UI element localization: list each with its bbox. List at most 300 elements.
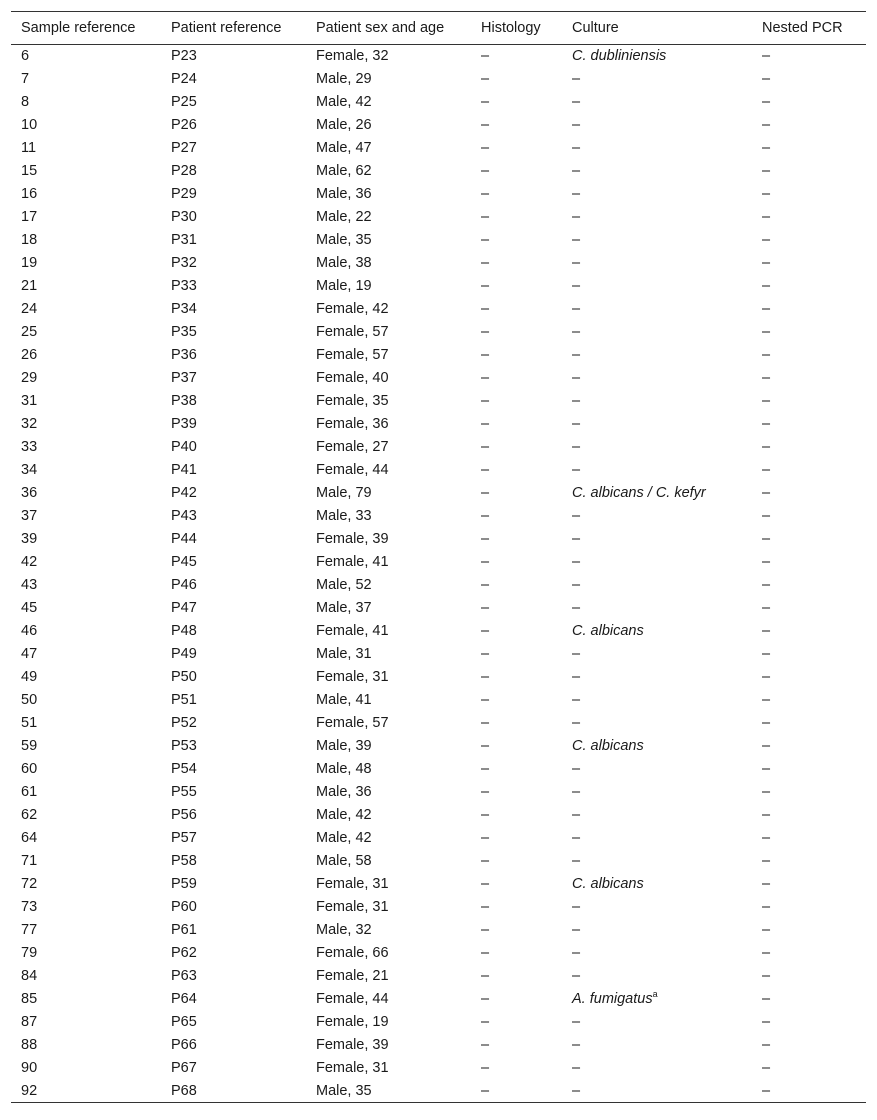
table-row	[11, 896, 866, 919]
cell-patient-reference: P67	[171, 1060, 197, 1076]
cell-patient-reference: P36	[171, 347, 197, 363]
cell-culture	[562, 597, 752, 620]
cell-culture	[562, 459, 752, 482]
cell-nested-pcr: –	[762, 1014, 771, 1030]
cell-histology: –	[481, 48, 490, 65]
cell-histology: –	[481, 968, 490, 984]
cell-histology: –	[481, 830, 490, 846]
table-row	[11, 505, 866, 528]
cell-nested-pcr: –	[752, 1080, 866, 1103]
cell-sample-reference: 10	[21, 117, 38, 133]
cell-patient-reference: P52	[171, 715, 197, 731]
cell-patient-reference: P63	[171, 968, 197, 984]
cell-patient-sex-age: Male, 52	[316, 577, 372, 593]
cell-culture	[562, 436, 752, 459]
cell-patient-reference: P56	[171, 807, 197, 823]
cell-sample-reference: 85	[21, 991, 38, 1007]
cell-histology: –	[481, 853, 490, 869]
culture-text: –	[572, 301, 581, 317]
culture-text: –	[572, 278, 581, 294]
cell-sample-reference: 31	[21, 393, 38, 409]
cell-patient-sex-age: Male, 35	[306, 1080, 471, 1103]
culture-text: –	[572, 462, 581, 478]
cell-sample-reference: 64	[21, 830, 38, 846]
cell-histology: –	[481, 623, 490, 639]
cell-patient-reference: P24	[171, 71, 197, 87]
cell-sample-reference: 59	[21, 738, 38, 754]
cell-sample-reference: 26	[21, 347, 38, 363]
cell-culture	[562, 620, 752, 643]
cell-nested-pcr: –	[762, 117, 771, 133]
cell-culture	[562, 1080, 752, 1103]
culture-text: –	[572, 922, 581, 938]
culture-text: –	[572, 554, 581, 570]
cell-histology: –	[481, 508, 490, 524]
cell-patient-reference: P32	[171, 255, 197, 271]
cell-sample-reference: 33	[21, 439, 38, 455]
cell-nested-pcr: –	[762, 462, 771, 478]
cell-patient-reference: P46	[171, 577, 197, 593]
cell-patient-reference: P29	[171, 186, 197, 202]
cell-sample-reference: 18	[21, 232, 38, 248]
table-row	[11, 229, 866, 252]
culture-text: –	[572, 140, 581, 156]
culture-text: –	[572, 94, 581, 110]
table-row	[11, 183, 866, 206]
cell-patient-reference: P60	[171, 899, 197, 915]
cell-sample-reference: 61	[21, 784, 38, 800]
table-row	[11, 459, 866, 482]
cell-sample-reference: 43	[21, 577, 38, 593]
cell-patient-sex-age: Female, 32	[316, 48, 389, 65]
cell-histology: –	[481, 669, 490, 685]
cell-culture	[562, 505, 752, 528]
cell-patient-reference: P57	[171, 830, 197, 846]
cell-nested-pcr: –	[762, 324, 771, 340]
cell-patient-reference: P30	[171, 209, 197, 225]
cell-patient-sex-age: Female, 39	[316, 531, 389, 547]
cell-patient-reference: P45	[171, 554, 197, 570]
cell-histology: –	[481, 324, 490, 340]
table-row	[11, 965, 866, 988]
table-row	[11, 850, 866, 873]
table-row	[11, 666, 866, 689]
cell-nested-pcr: –	[762, 692, 771, 708]
cell-nested-pcr: –	[762, 255, 771, 271]
cell-culture	[562, 344, 752, 367]
culture-text: –	[572, 968, 581, 984]
table-row	[11, 114, 866, 137]
cell-patient-sex-age: Male, 35	[316, 232, 372, 248]
cell-sample-reference: 51	[21, 715, 38, 731]
table-row	[11, 1034, 866, 1057]
cell-patient-sex-age: Male, 58	[316, 853, 372, 869]
table-row	[11, 574, 866, 597]
cell-sample-reference: 25	[21, 324, 38, 340]
header-row	[11, 12, 866, 45]
cell-culture	[562, 137, 752, 160]
footnote-marker: a	[652, 989, 658, 999]
results-table-container	[11, 11, 866, 1103]
cell-culture	[562, 68, 752, 91]
culture-text: –	[572, 1037, 581, 1053]
cell-culture	[562, 229, 752, 252]
cell-nested-pcr: –	[762, 416, 771, 432]
cell-sample-reference: 19	[21, 255, 38, 271]
culture-text: –	[572, 255, 581, 271]
table-row	[11, 344, 866, 367]
cell-patient-sex-age: Female, 35	[316, 393, 389, 409]
cell-culture	[562, 804, 752, 827]
cell-nested-pcr: –	[762, 439, 771, 455]
cell-sample-reference: 77	[21, 922, 38, 938]
cell-histology: –	[481, 370, 490, 386]
table-row	[11, 827, 866, 850]
cell-patient-reference: P41	[171, 462, 197, 478]
culture-text: –	[572, 600, 581, 616]
cell-culture	[562, 1057, 752, 1080]
table-row	[11, 689, 866, 712]
culture-text: –	[572, 393, 581, 409]
cell-patient-reference: P26	[171, 117, 197, 133]
table-row	[11, 252, 866, 275]
cell-sample-reference: 45	[21, 600, 38, 616]
cell-sample-reference: 72	[21, 876, 38, 892]
cell-sample-reference: 90	[21, 1060, 38, 1076]
culture-text: –	[572, 1082, 581, 1099]
cell-patient-reference: P47	[171, 600, 197, 616]
cell-histology: –	[481, 140, 490, 156]
cell-nested-pcr: –	[762, 140, 771, 156]
cell-nested-pcr: –	[762, 186, 771, 202]
cell-culture	[562, 1034, 752, 1057]
cell-patient-reference: P65	[171, 1014, 197, 1030]
culture-text: –	[572, 853, 581, 869]
culture-text: –	[572, 807, 581, 823]
cell-patient-sex-age: Male, 38	[316, 255, 372, 271]
cell-histology: –	[481, 738, 490, 754]
header-nested-pcr: Nested PCR	[752, 12, 866, 45]
cell-culture	[562, 45, 752, 68]
cell-culture	[562, 988, 752, 1011]
cell-sample-reference: 73	[21, 899, 38, 915]
cell-histology: –	[481, 945, 490, 961]
cell-patient-reference: P68	[161, 1080, 306, 1103]
cell-patient-sex-age: Female, 31	[316, 1060, 389, 1076]
cell-sample-reference: 84	[21, 968, 38, 984]
cell-patient-reference: P38	[171, 393, 197, 409]
cell-sample-reference: 8	[21, 94, 30, 110]
cell-patient-sex-age: Female, 21	[316, 968, 389, 984]
cell-nested-pcr: –	[762, 945, 771, 961]
table-row	[11, 735, 866, 758]
cell-sample-reference: 32	[21, 416, 38, 432]
cell-sample-reference: 11	[21, 140, 37, 156]
cell-culture	[562, 321, 752, 344]
table-row	[11, 873, 866, 896]
cell-culture	[562, 367, 752, 390]
cell-nested-pcr: –	[762, 646, 771, 662]
cell-histology: –	[481, 600, 490, 616]
cell-nested-pcr: –	[762, 554, 771, 570]
cell-nested-pcr: –	[762, 761, 771, 777]
cell-histology: –	[481, 94, 490, 110]
cell-histology: –	[481, 416, 490, 432]
cell-sample-reference: 60	[21, 761, 38, 777]
cell-culture	[562, 551, 752, 574]
cell-patient-reference: P37	[171, 370, 197, 386]
cell-histology: –	[481, 232, 490, 248]
cell-culture	[562, 919, 752, 942]
cell-histology: –	[481, 692, 490, 708]
table-row	[11, 781, 866, 804]
cell-sample-reference: 79	[21, 945, 38, 961]
cell-nested-pcr: –	[762, 807, 771, 823]
cell-patient-reference: P42	[171, 485, 197, 501]
table-row	[11, 160, 866, 183]
results-table	[11, 11, 866, 1103]
cell-histology: –	[481, 784, 490, 800]
cell-patient-sex-age: Male, 42	[316, 830, 372, 846]
table-row	[11, 597, 866, 620]
cell-patient-sex-age: Male, 32	[316, 922, 372, 938]
cell-sample-reference: 88	[21, 1037, 38, 1053]
culture-text: A. fumigatus	[572, 991, 653, 1007]
cell-culture	[562, 873, 752, 896]
cell-patient-sex-age: Male, 33	[316, 508, 372, 524]
cell-patient-reference: P40	[171, 439, 197, 455]
cell-sample-reference: 42	[21, 554, 38, 570]
cell-patient-sex-age: Female, 41	[316, 554, 389, 570]
cell-histology: –	[481, 1014, 490, 1030]
cell-culture	[562, 827, 752, 850]
cell-patient-sex-age: Male, 22	[316, 209, 372, 225]
cell-patient-sex-age: Female, 19	[316, 1014, 389, 1030]
cell-patient-reference: P62	[171, 945, 197, 961]
cell-culture	[562, 528, 752, 551]
cell-nested-pcr: –	[762, 922, 771, 938]
cell-nested-pcr: –	[762, 48, 771, 65]
table-row	[11, 436, 866, 459]
cell-sample-reference: 16	[21, 186, 38, 202]
cell-nested-pcr: –	[762, 209, 771, 225]
table-row	[11, 804, 866, 827]
table-row	[11, 390, 866, 413]
cell-patient-reference: P49	[171, 646, 197, 662]
cell-histology: –	[481, 347, 490, 363]
table-row	[11, 91, 866, 114]
cell-culture	[562, 781, 752, 804]
cell-patient-sex-age: Female, 31	[316, 876, 389, 892]
cell-patient-sex-age: Female, 31	[316, 899, 389, 915]
cell-culture	[562, 275, 752, 298]
table-row	[11, 919, 866, 942]
cell-histology: –	[481, 186, 490, 202]
cell-histology: –	[481, 301, 490, 317]
cell-patient-sex-age: Male, 79	[316, 485, 372, 501]
cell-patient-sex-age: Male, 62	[316, 163, 372, 179]
culture-text: –	[572, 508, 581, 524]
cell-patient-reference: P50	[171, 669, 197, 685]
culture-text: C. dubliniensis	[572, 48, 667, 65]
cell-patient-reference: P61	[171, 922, 197, 938]
cell-histology: –	[481, 876, 490, 892]
cell-culture	[562, 643, 752, 666]
cell-patient-sex-age: Male, 26	[316, 117, 372, 133]
culture-text: –	[572, 186, 581, 202]
table-row	[11, 298, 866, 321]
cell-patient-reference: P35	[171, 324, 197, 340]
cell-histology: –	[481, 117, 490, 133]
culture-text: –	[572, 370, 581, 386]
cell-culture	[562, 114, 752, 137]
table-row	[11, 1011, 866, 1034]
cell-patient-reference: P39	[171, 416, 197, 432]
cell-culture	[562, 896, 752, 919]
culture-text: –	[572, 830, 581, 846]
cell-sample-reference: 46	[21, 623, 38, 639]
cell-histology: –	[481, 715, 490, 731]
cell-histology: –	[481, 646, 490, 662]
cell-patient-sex-age: Female, 44	[316, 991, 389, 1007]
cell-patient-sex-age: Female, 66	[316, 945, 389, 961]
cell-nested-pcr: –	[762, 485, 771, 501]
table-row	[11, 482, 866, 505]
cell-patient-sex-age: Male, 19	[316, 278, 372, 294]
cell-histology: –	[481, 462, 490, 478]
table-row	[11, 1057, 866, 1080]
table-row	[11, 413, 866, 436]
cell-patient-reference: P58	[171, 853, 197, 869]
cell-culture	[562, 735, 752, 758]
cell-patient-reference: P34	[171, 301, 197, 317]
cell-patient-reference: P64	[171, 991, 197, 1007]
culture-text: –	[572, 416, 581, 432]
culture-text: –	[572, 531, 581, 547]
cell-patient-reference: P27	[171, 140, 197, 156]
cell-nested-pcr: –	[762, 370, 771, 386]
culture-text: C. albicans	[572, 738, 644, 754]
cell-patient-sex-age: Male, 31	[316, 646, 372, 662]
table-row	[11, 988, 866, 1011]
culture-text: –	[572, 784, 581, 800]
cell-nested-pcr: –	[762, 899, 771, 915]
cell-histology: –	[481, 1060, 490, 1076]
culture-text: –	[572, 715, 581, 731]
cell-culture	[562, 942, 752, 965]
cell-histology: –	[481, 255, 490, 271]
cell-patient-sex-age: Male, 36	[316, 784, 372, 800]
cell-sample-reference: 21	[21, 278, 38, 294]
culture-text: –	[572, 1060, 581, 1076]
cell-patient-sex-age: Male, 48	[316, 761, 372, 777]
culture-text: –	[572, 669, 581, 685]
culture-text: –	[572, 646, 581, 662]
cell-sample-reference: 36	[21, 485, 38, 501]
cell-nested-pcr: –	[762, 1060, 771, 1076]
table-row	[11, 367, 866, 390]
cell-patient-reference: P66	[171, 1037, 197, 1053]
cell-culture	[562, 850, 752, 873]
cell-histology: –	[481, 761, 490, 777]
cell-culture	[562, 1011, 752, 1034]
cell-nested-pcr: –	[762, 968, 771, 984]
cell-histology: –	[481, 163, 490, 179]
table-row	[11, 528, 866, 551]
cell-histology: –	[481, 807, 490, 823]
cell-nested-pcr: –	[762, 600, 771, 616]
culture-text: –	[572, 692, 581, 708]
cell-histology: –	[481, 209, 490, 225]
cell-patient-reference: P28	[171, 163, 197, 179]
table-row	[11, 758, 866, 781]
cell-patient-reference: P23	[171, 48, 197, 65]
cell-patient-sex-age: Female, 57	[316, 324, 389, 340]
cell-patient-reference: P33	[171, 278, 197, 294]
cell-nested-pcr: –	[762, 830, 771, 846]
cell-culture	[562, 712, 752, 735]
cell-patient-reference: P51	[171, 692, 197, 708]
cell-histology: –	[481, 991, 490, 1007]
cell-histology: –	[471, 1080, 562, 1103]
cell-culture	[562, 183, 752, 206]
cell-patient-sex-age: Female, 27	[316, 439, 389, 455]
cell-histology: –	[481, 439, 490, 455]
cell-nested-pcr: –	[762, 163, 771, 179]
cell-sample-reference: 50	[21, 692, 38, 708]
cell-nested-pcr: –	[762, 853, 771, 869]
culture-text: –	[572, 324, 581, 340]
cell-patient-reference: P25	[171, 94, 197, 110]
table-row	[11, 620, 866, 643]
table-body	[11, 45, 866, 1103]
cell-patient-reference: P31	[171, 232, 197, 248]
header-patient-sex-age: Patient sex and age	[306, 12, 471, 45]
cell-patient-sex-age: Female, 31	[316, 669, 389, 685]
cell-nested-pcr: –	[762, 669, 771, 685]
cell-patient-sex-age: Female, 41	[316, 623, 389, 639]
header-histology: Histology	[471, 12, 562, 45]
culture-text: –	[572, 761, 581, 777]
table-row	[11, 68, 866, 91]
cell-nested-pcr: –	[762, 347, 771, 363]
culture-text: –	[572, 945, 581, 961]
culture-text: –	[572, 163, 581, 179]
cell-culture	[562, 758, 752, 781]
cell-sample-reference: 71	[21, 853, 38, 869]
cell-patient-sex-age: Female, 57	[316, 715, 389, 731]
header-culture: Culture	[562, 12, 752, 45]
cell-sample-reference: 47	[21, 646, 38, 662]
cell-nested-pcr: –	[762, 715, 771, 731]
table-row	[11, 643, 866, 666]
cell-patient-reference: P59	[171, 876, 197, 892]
header-sample-reference: Sample reference	[11, 12, 161, 45]
cell-nested-pcr: –	[762, 577, 771, 593]
cell-nested-pcr: –	[762, 232, 771, 248]
table-header	[11, 12, 866, 45]
cell-nested-pcr: –	[762, 94, 771, 110]
cell-patient-reference: P43	[171, 508, 197, 524]
cell-nested-pcr: –	[762, 623, 771, 639]
culture-text: –	[572, 117, 581, 133]
cell-sample-reference: 92	[11, 1080, 161, 1103]
cell-patient-sex-age: Female, 40	[316, 370, 389, 386]
cell-nested-pcr: –	[762, 531, 771, 547]
cell-culture	[562, 206, 752, 229]
cell-patient-sex-age: Female, 39	[316, 1037, 389, 1053]
cell-histology: –	[481, 393, 490, 409]
